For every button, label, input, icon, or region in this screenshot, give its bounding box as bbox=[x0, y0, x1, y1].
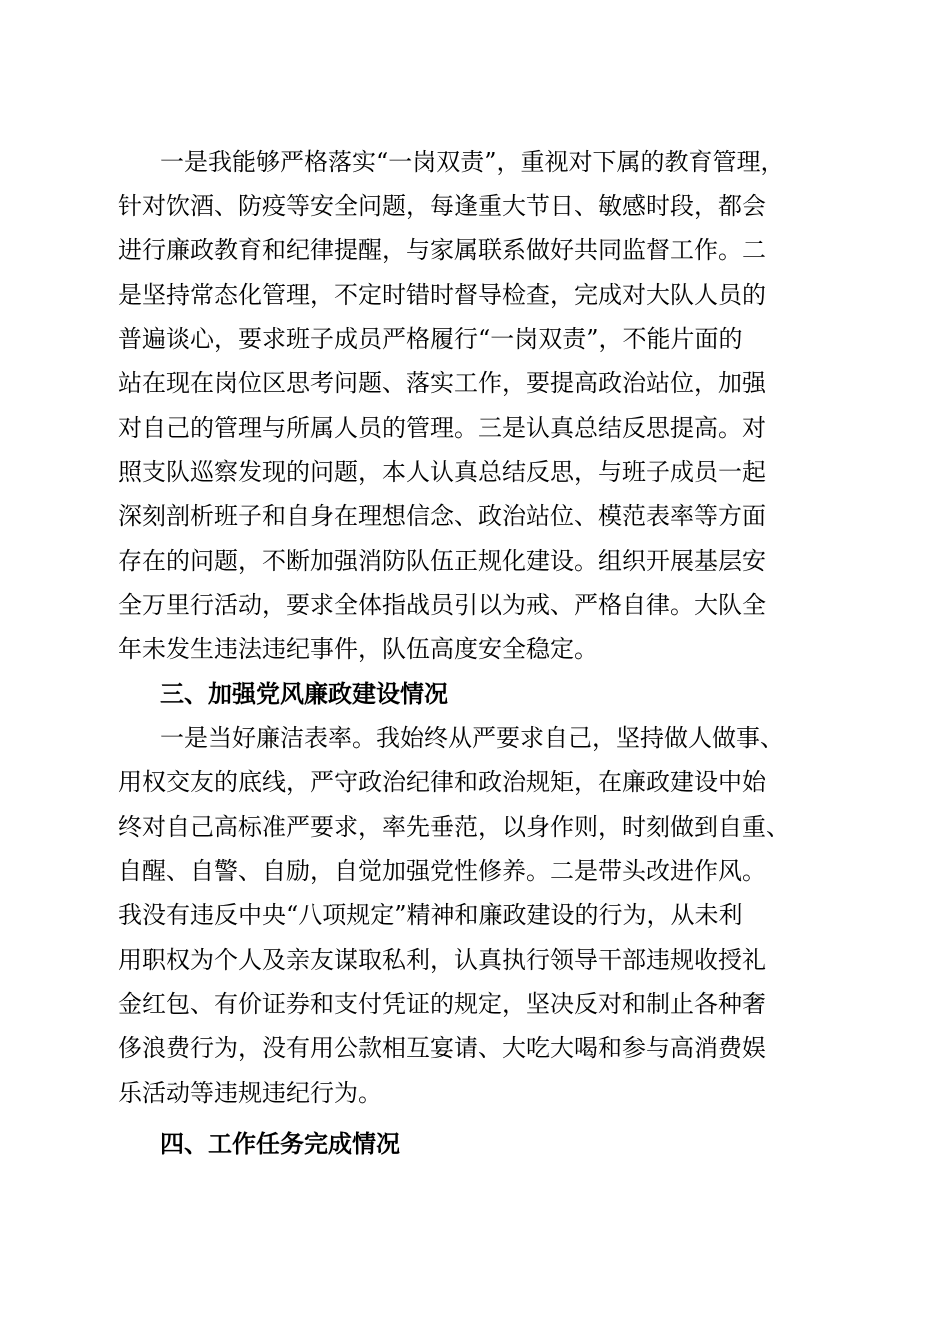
paragraph-line: 用职权为个人及亲友谋取私利，认真执行领导干部违规收授礼 bbox=[118, 946, 766, 974]
section-heading: 三、加强党风廉政建设情况 bbox=[160, 680, 448, 708]
section-heading: 四、工作任务完成情况 bbox=[160, 1130, 400, 1158]
paragraph-line: 普遍谈心，要求班子成员严格履行“一岗双责”，不能片面的 bbox=[118, 325, 743, 353]
paragraph-line: 侈浪费行为，没有用公款相互宴请、大吃大喝和参与高消费娱 bbox=[118, 1034, 766, 1062]
paragraph-line: 深刻剖析班子和自身在理想信念、政治站位、模范表率等方面 bbox=[118, 502, 766, 530]
paragraph-line: 一是我能够严格落实“一岗双责”，重视对下属的教育管理， bbox=[160, 148, 785, 176]
paragraph-line: 存在的问题，不断加强消防队伍正规化建设。组织开展基层安 bbox=[118, 547, 766, 575]
paragraph-line: 年未发生违法违纪事件，队伍高度安全稳定。 bbox=[118, 635, 598, 663]
paragraph-line: 金红包、有价证券和支付凭证的规定，坚决反对和制止各种奢 bbox=[118, 990, 766, 1018]
paragraph-line: 对自己的管理与所属人员的管理。三是认真总结反思提高。对 bbox=[118, 414, 766, 442]
paragraph-line: 进行廉政教育和纪律提醒，与家属联系做好共同监督工作。二 bbox=[118, 236, 766, 264]
paragraph-line: 用权交友的底线，严守政治纪律和政治规矩，在廉政建设中始 bbox=[118, 768, 766, 796]
paragraph-line: 照支队巡察发现的问题，本人认真总结反思，与班子成员一起 bbox=[118, 458, 766, 486]
paragraph-line: 我没有违反中央“八项规定”精神和廉政建设的行为，从未利 bbox=[118, 901, 743, 929]
paragraph-line: 自醒、自警、自励，自觉加强党性修养。二是带头改进作风。 bbox=[118, 857, 766, 885]
paragraph-line: 针对饮酒、防疫等安全问题，每逢重大节日、敏感时段，都会 bbox=[118, 192, 766, 220]
paragraph-line: 一是当好廉洁表率。我始终从严要求自己，坚持做人做事、 bbox=[160, 724, 784, 752]
paragraph-line: 站在现在岗位区思考问题、落实工作，要提高政治站位，加强 bbox=[118, 369, 766, 397]
paragraph-line: 乐活动等违规违纪行为。 bbox=[118, 1079, 382, 1107]
paragraph-line: 终对自己高标准严要求，率先垂范，以身作则，时刻做到自重、 bbox=[118, 813, 790, 841]
paragraph-line: 是坚持常态化管理，不定时错时督导检查，完成对大队人员的 bbox=[118, 281, 766, 309]
paragraph-line: 全万里行活动，要求全体指战员引以为戒、严格自律。大队全 bbox=[118, 591, 766, 619]
